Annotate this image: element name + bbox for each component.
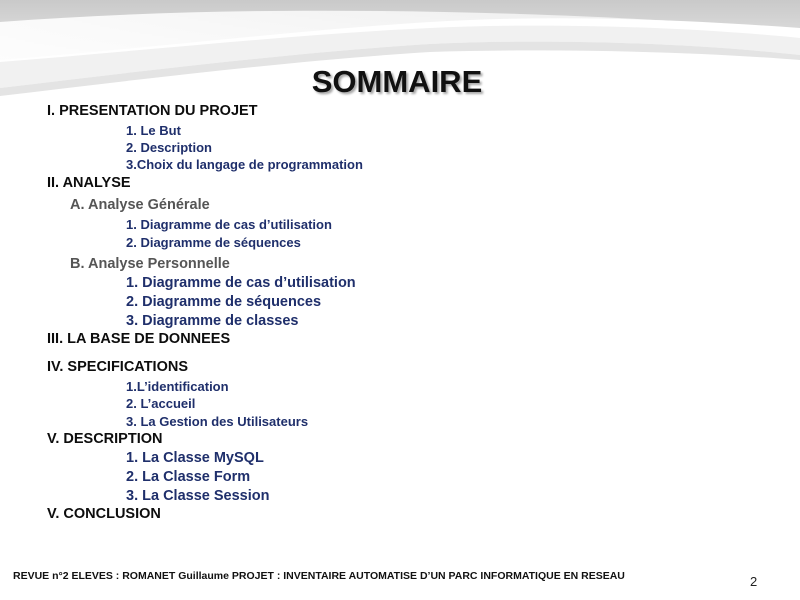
toc-item-classe-mysql: 1. La Classe MySQL [126,450,264,466]
toc-section-description: V. DESCRIPTION [47,431,163,447]
slide-footer: REVUE n°2 ELEVES : ROMANET Guillaume PROJET : INVENTAIRE AUTOMATISE D’UN PARC INFORMATIQUE EN RESEAU [13,570,625,582]
toc-item-diagramme-classes: 3. Diagramme de classes [126,313,299,329]
toc-item-classe-form: 2. La Classe Form [126,469,251,485]
page-number: 2 [750,574,758,589]
toc-item-diagramme-sequences-b: 2. Diagramme de séquences [126,294,322,310]
toc-item-identification: 1.L’identification [126,379,229,394]
toc-section-presentation: I. PRESENTATION DU PROJET [47,103,258,119]
toc-section-conclusion: V. CONCLUSION [47,506,161,522]
toc-section-specifications: IV. SPECIFICATIONS [47,359,188,375]
toc-item-accueil: 2. L’accueil [126,396,196,411]
toc-item-diagramme-cas-utilisation-b: 1. Diagramme de cas d’utilisation [126,275,356,291]
toc-item-le-but: 1. Le But [126,123,181,138]
toc-section-base-donnees: III. LA BASE DE DONNEES [47,331,231,347]
toc-item-diagramme-sequences-a: 2. Diagramme de séquences [126,235,301,250]
toc-subsection-analyse-personnelle: B. Analyse Personnelle [70,256,230,272]
toc-item-description: 2. Description [126,140,212,155]
toc-section-analyse: II. ANALYSE [47,175,131,191]
toc-item-diagramme-cas-utilisation-a: 1. Diagramme de cas d’utilisation [126,217,332,232]
slide-title: SOMMAIRE [311,64,483,99]
toc-item-gestion-utilisateurs: 3. La Gestion des Utilisateurs [126,414,309,429]
toc-item-classe-session: 3. La Classe Session [126,488,270,504]
toc-item-choix-langage: 3.Choix du langage de programmation [126,157,363,172]
toc-subsection-analyse-generale: A. Analyse Générale [70,197,210,213]
